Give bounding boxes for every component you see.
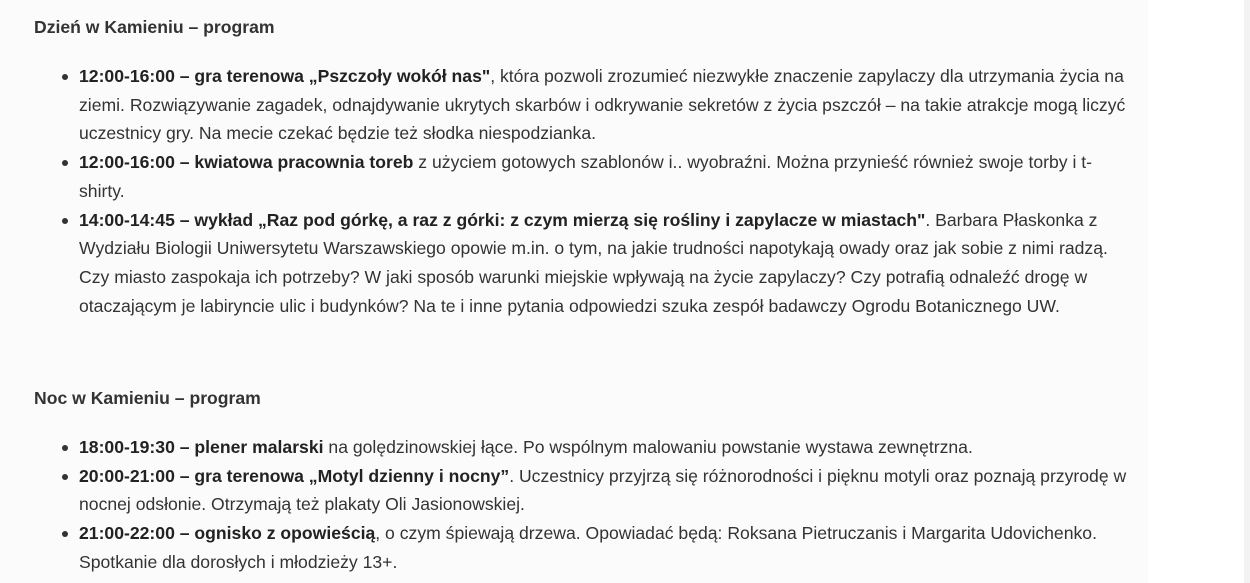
item-description: . Barbara Płaskonka z Wydziału Biologii Uniwersytetu Warszawskiego opowie m.in. o tym, na jakie trudności napotykają owady oraz jak sobie z nimi radzą. Czy miasto zaspokaja ich potrzeby? W jaki sposób warunki miejskie wpływają na życie zapylaczy? Czy potrafią odnaleźć drogę w otaczającym je labiryncie ulic i budynków? Na te i inne pytania odpowiedzi szuka zespół badawczy Ogrodu Botanicznego UW. [79, 209, 1108, 316]
list-item [0, 148, 1145, 205]
list-item [0, 62, 1145, 148]
item-description: na golędzinowskiej łące. Po wspólnym malowaniu powstanie wystawa zewnętrzna. [323, 437, 973, 457]
item-title: 21:00-22:00 – ognisko z opowieścią [79, 523, 376, 544]
bullet-icon [62, 474, 68, 480]
item-description: . Uczestnicy przyjrzą się różnorodności i pięknu motyli oraz poznają przyrodę w nocnej odsłonie. Otrzymają też plakaty Oli Jasionowskiej. [79, 465, 1127, 515]
list-item [0, 462, 1145, 519]
item-title: 12:00-16:00 – kwiatowa pracownia toreb [79, 152, 414, 173]
bullet-icon [62, 531, 68, 537]
bullet-icon [62, 445, 68, 451]
page-scrollbar[interactable] [1244, 0, 1250, 583]
list-item [0, 206, 1145, 321]
day-program-heading: Dzień w Kamieniu – program [34, 17, 275, 37]
bullet-icon [62, 218, 68, 224]
item-title: 12:00-16:00 – gra terenowa „Pszczoły wokół nas" [79, 66, 491, 86]
item-title: 14:00-14:45 – wykład „Raz pod górkę, a raz z górki: z czym mierzą się rośliny i zapylacze w miastach" [79, 209, 926, 230]
list-item [0, 519, 1145, 576]
bullet-icon [62, 74, 68, 80]
day-program-list [0, 62, 1145, 320]
item-title: 18:00-19:30 – plener malarski [79, 437, 324, 457]
item-description: , która pozwoli zrozumieć niezwykłe znaczenie zapylaczy dla utrzymania życia na ziemi. Rozwiązywanie zagadek, odnajdywanie ukrytych skarbów i odkrywanie sekretów z życia pszczół – na takie atrakcje mogą liczyć uczestnicy gry. Na mecie czekać będzie też słodka niespodzianka. [79, 66, 1126, 144]
item-description: , o czym śpiewają drzewa. Opowiadać będą: Roksana Pietruczanis i Margarita Udovichenko. Spotkanie dla dorosłych i młodzieży 13+. [79, 523, 1097, 572]
night-program-heading: Noc w Kamieniu – program [34, 388, 261, 408]
item-title: 20:00-21:00 – gra terenowa „Motyl dzienny i nocny” [79, 465, 510, 486]
item-description: z użyciem gotowych szablonów i.. wyobraźni. Można przynieść również swoje torby i t-shirty. [79, 152, 1093, 201]
list-item [0, 433, 1145, 462]
bullet-icon [62, 160, 68, 166]
night-program-list [0, 433, 1145, 577]
